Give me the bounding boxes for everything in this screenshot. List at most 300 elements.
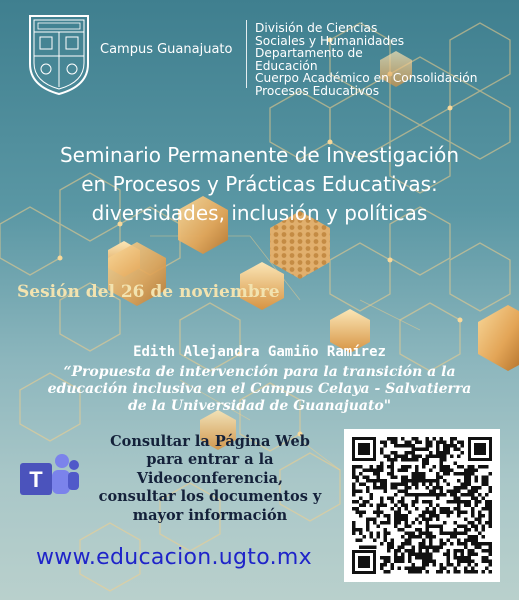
qr-module	[471, 514, 475, 518]
qr-module	[429, 479, 433, 483]
qr-module	[352, 472, 356, 476]
qr-module	[422, 567, 426, 571]
qr-module	[461, 486, 465, 490]
qr-module	[475, 528, 479, 532]
qr-module	[478, 521, 482, 525]
qr-module	[380, 497, 384, 501]
qr-module	[415, 497, 419, 501]
qr-module	[373, 472, 377, 476]
qr-module	[408, 549, 412, 553]
qr-finder-top-left	[352, 437, 376, 461]
qr-module	[422, 563, 426, 567]
qr-module	[384, 528, 388, 532]
qr-module	[419, 535, 423, 539]
qr-module	[464, 570, 468, 574]
qr-module	[394, 493, 398, 497]
consult-line: mayor información	[132, 506, 288, 524]
qr-module	[468, 504, 472, 508]
qr-module	[398, 556, 402, 560]
qr-module	[370, 465, 374, 469]
qr-module	[370, 504, 374, 508]
qr-module	[471, 553, 475, 557]
qr-module	[422, 514, 426, 518]
qr-module	[405, 521, 409, 525]
qr-module	[485, 504, 489, 508]
qr-module	[391, 539, 395, 543]
qr-module	[475, 479, 479, 483]
microsoft-teams-icon	[18, 452, 80, 504]
qr-module	[384, 563, 388, 567]
qr-module	[440, 570, 444, 574]
qr-module	[457, 455, 461, 459]
qr-module	[454, 493, 458, 497]
qr-module	[436, 546, 440, 550]
qr-module	[359, 514, 363, 518]
qr-module	[464, 504, 468, 508]
qr-module	[457, 465, 461, 469]
qr-module	[489, 514, 493, 518]
qr-module	[356, 490, 360, 494]
qr-module	[447, 507, 451, 511]
qr-module	[426, 437, 430, 441]
qr-module	[464, 472, 468, 476]
qr-module	[363, 546, 367, 550]
qr-module	[485, 567, 489, 571]
qr-module	[405, 483, 409, 487]
qr-module	[440, 465, 444, 469]
consult-line: para entrar a la	[146, 451, 274, 469]
qr-module	[415, 441, 419, 445]
qr-module	[447, 490, 451, 494]
qr-module	[485, 549, 489, 553]
qr-module	[454, 521, 458, 525]
qr-module	[394, 437, 398, 441]
speaker-name: Edith Alejandra Gamiño Ramírez	[133, 344, 386, 360]
qr-module	[391, 469, 395, 473]
qr-module	[489, 546, 493, 550]
qr-module	[380, 567, 384, 571]
qr-module	[422, 483, 426, 487]
qr-module	[405, 486, 409, 490]
qr-module	[366, 521, 370, 525]
qr-module	[468, 563, 472, 567]
talk-line: educación inclusiva en el Campus Celaya - Salvatierra	[47, 381, 472, 397]
qr-module	[436, 549, 440, 553]
qr-module	[366, 479, 370, 483]
qr-module	[422, 556, 426, 560]
qr-module	[366, 476, 370, 480]
qr-module	[468, 483, 472, 487]
qr-module	[422, 462, 426, 466]
qr-module	[366, 500, 370, 504]
qr-module	[401, 528, 405, 532]
qr-module	[485, 493, 489, 497]
qr-module	[391, 451, 395, 455]
qr-module	[391, 507, 395, 511]
qr-module	[356, 511, 360, 515]
qr-finder-top-right	[468, 437, 492, 461]
qr-module	[454, 497, 458, 501]
qr-module	[475, 539, 479, 543]
qr-module	[436, 525, 440, 529]
qr-module	[468, 521, 472, 525]
qr-module	[422, 500, 426, 504]
qr-module	[489, 486, 493, 490]
qr-module	[426, 462, 430, 466]
qr-module	[440, 476, 444, 480]
qr-module	[450, 444, 454, 448]
qr-module	[356, 465, 360, 469]
qr-module	[370, 469, 374, 473]
qr-module	[440, 490, 444, 494]
qr-module	[356, 539, 360, 543]
qr-module	[352, 490, 356, 494]
qr-module	[433, 490, 437, 494]
qr-module	[440, 441, 444, 445]
division-line: Cuerpo Académico en Consolidación	[255, 71, 478, 86]
qr-module	[450, 535, 454, 539]
qr-module	[359, 504, 363, 508]
qr-module	[380, 563, 384, 567]
qr-module	[436, 497, 440, 501]
qr-module	[489, 549, 493, 553]
qr-module	[475, 542, 479, 546]
qr-module	[468, 539, 472, 543]
qr-module	[440, 455, 444, 459]
qr-module	[482, 483, 486, 487]
qr-module	[471, 493, 475, 497]
qr-module	[482, 549, 486, 553]
qr-module	[419, 476, 423, 480]
qr-module	[377, 511, 381, 515]
qr-module	[475, 570, 479, 574]
qr-module	[464, 486, 468, 490]
qr-module	[461, 472, 465, 476]
qr-module	[485, 500, 489, 504]
qr-module	[412, 444, 416, 448]
qr-module	[370, 546, 374, 550]
qr-module	[394, 504, 398, 508]
qr-module	[408, 465, 412, 469]
qr-module	[405, 525, 409, 529]
qr-module	[408, 486, 412, 490]
qr-module	[419, 441, 423, 445]
qr-module	[366, 490, 370, 494]
qr-module	[394, 441, 398, 445]
qr-module	[447, 539, 451, 543]
qr-module	[471, 469, 475, 473]
qr-module	[373, 483, 377, 487]
qr-module	[450, 532, 454, 536]
qr-module	[412, 546, 416, 550]
qr-module	[352, 532, 356, 536]
qr-module	[440, 469, 444, 473]
qr-module	[443, 479, 447, 483]
qr-module	[412, 483, 416, 487]
qr-module	[468, 469, 472, 473]
qr-module	[352, 469, 356, 473]
consult-line: consultar los documentos y	[98, 488, 322, 506]
qr-module	[380, 465, 384, 469]
qr-module	[450, 441, 454, 445]
qr-module	[401, 497, 405, 501]
qr-module	[419, 521, 423, 525]
qr-module	[433, 514, 437, 518]
qr-module	[468, 556, 472, 560]
qr-module	[461, 500, 465, 504]
qr-module	[401, 455, 405, 459]
qr-module	[443, 441, 447, 445]
qr-module	[408, 479, 412, 483]
qr-module	[401, 444, 405, 448]
qr-module	[464, 567, 468, 571]
qr-module	[384, 570, 388, 574]
qr-module	[457, 472, 461, 476]
division-line: División de Ciencias	[255, 21, 378, 35]
qr-module	[419, 570, 423, 574]
qr-module	[443, 553, 447, 557]
qr-module	[471, 511, 475, 515]
qr-module	[419, 549, 423, 553]
qr-module	[433, 525, 437, 529]
qr-module	[454, 528, 458, 532]
qr-module	[359, 532, 363, 536]
qr-module	[450, 455, 454, 459]
qr-module	[370, 497, 374, 501]
qr-module	[384, 455, 388, 459]
qr-module	[426, 560, 430, 564]
qr-module	[422, 458, 426, 462]
qr-module	[440, 458, 444, 462]
qr-module	[391, 476, 395, 480]
qr-module	[429, 493, 433, 497]
qr-module	[405, 507, 409, 511]
qr-module	[468, 476, 472, 480]
qr-module	[359, 497, 363, 501]
qr-module	[489, 553, 493, 557]
qr-module	[489, 504, 493, 508]
qr-module	[352, 525, 356, 529]
qr-module	[475, 535, 479, 539]
qr-finder-bottom-left	[352, 550, 376, 574]
qr-module	[429, 500, 433, 504]
qr-module	[429, 444, 433, 448]
qr-code[interactable]	[344, 429, 500, 582]
qr-module	[380, 479, 384, 483]
qr-module	[359, 490, 363, 494]
qr-module	[489, 560, 493, 564]
qr-module	[454, 444, 458, 448]
qr-module	[471, 507, 475, 511]
qr-module	[489, 490, 493, 494]
qr-module	[471, 549, 475, 553]
qr-module	[426, 525, 430, 529]
qr-module	[380, 483, 384, 487]
qr-module	[475, 553, 479, 557]
qr-module	[454, 532, 458, 536]
qr-module	[440, 462, 444, 466]
qr-module	[426, 528, 430, 532]
qr-module	[471, 490, 475, 494]
qr-module	[447, 451, 451, 455]
qr-module	[447, 553, 451, 557]
qr-module	[457, 549, 461, 553]
qr-module	[412, 500, 416, 504]
qr-module	[387, 437, 391, 441]
talk-line: “Propuesta de intervención para la transición a la	[63, 364, 456, 380]
qr-module	[426, 549, 430, 553]
qr-module	[401, 542, 405, 546]
qr-module	[429, 525, 433, 529]
qr-module	[363, 511, 367, 515]
campus-name: Campus Guanajuato	[100, 42, 233, 57]
qr-module	[426, 493, 430, 497]
qr-module	[440, 563, 444, 567]
division-line: Sociales y Humanidades	[255, 33, 405, 48]
qr-module	[454, 549, 458, 553]
qr-module	[401, 490, 405, 494]
qr-module	[457, 532, 461, 536]
qr-module	[485, 556, 489, 560]
qr-module	[436, 518, 440, 522]
qr-module	[471, 465, 475, 469]
qr-module	[419, 542, 423, 546]
qr-module	[401, 469, 405, 473]
qr-module	[440, 511, 444, 515]
qr-module	[471, 542, 475, 546]
qr-module	[405, 490, 409, 494]
qr-module	[394, 525, 398, 529]
qr-module	[468, 528, 472, 532]
qr-module	[475, 469, 479, 473]
qr-module	[447, 472, 451, 476]
qr-module	[384, 441, 388, 445]
qr-module	[447, 483, 451, 487]
qr-module	[429, 546, 433, 550]
qr-module	[380, 462, 384, 466]
qr-module	[475, 504, 479, 508]
qr-module	[436, 570, 440, 574]
qr-module	[405, 458, 409, 462]
qr-module	[415, 528, 419, 532]
qr-module	[440, 486, 444, 490]
qr-module	[356, 479, 360, 483]
qr-module	[464, 542, 468, 546]
qr-module	[478, 493, 482, 497]
qr-module	[464, 556, 468, 560]
qr-module	[429, 504, 433, 508]
qr-module	[429, 441, 433, 445]
qr-module	[408, 511, 412, 515]
qr-module	[485, 465, 489, 469]
qr-module	[475, 486, 479, 490]
qr-module	[401, 465, 405, 469]
qr-module	[359, 539, 363, 543]
qr-module	[426, 448, 430, 452]
qr-module	[373, 486, 377, 490]
qr-module	[387, 458, 391, 462]
qr-module	[415, 507, 419, 511]
qr-module	[440, 493, 444, 497]
qr-module	[384, 560, 388, 564]
qr-module	[485, 521, 489, 525]
qr-module	[471, 472, 475, 476]
qr-module	[482, 514, 486, 518]
qr-module	[457, 504, 461, 508]
qr-module	[415, 472, 419, 476]
qr-module	[405, 444, 409, 448]
qr-module	[429, 518, 433, 522]
division-line: Educación	[255, 58, 318, 73]
website-link[interactable]: www.educacion.ugto.mx	[36, 545, 312, 570]
qr-module	[415, 553, 419, 557]
qr-module	[436, 472, 440, 476]
qr-module	[398, 500, 402, 504]
qr-module	[419, 567, 423, 571]
qr-module	[464, 525, 468, 529]
qr-module	[363, 500, 367, 504]
qr-module	[471, 560, 475, 564]
qr-module	[436, 504, 440, 508]
qr-module	[387, 514, 391, 518]
qr-module	[405, 539, 409, 543]
qr-module	[426, 570, 430, 574]
qr-module	[412, 437, 416, 441]
qr-module	[377, 507, 381, 511]
qr-module	[475, 563, 479, 567]
qr-module	[408, 535, 412, 539]
division-line: Procesos Educativos	[255, 83, 380, 98]
qr-module	[433, 455, 437, 459]
qr-module	[454, 570, 458, 574]
qr-module	[429, 483, 433, 487]
qr-module	[391, 546, 395, 550]
qr-module	[436, 444, 440, 448]
qr-module	[433, 549, 437, 553]
qr-module	[370, 493, 374, 497]
qr-module	[447, 532, 451, 536]
qr-module	[478, 486, 482, 490]
qr-module	[401, 504, 405, 508]
header-divider	[246, 20, 247, 88]
qr-module	[380, 511, 384, 515]
qr-module	[394, 458, 398, 462]
qr-module	[461, 549, 465, 553]
qr-module	[429, 455, 433, 459]
qr-module	[482, 560, 486, 564]
qr-module	[401, 479, 405, 483]
qr-module	[398, 511, 402, 515]
qr-module	[373, 518, 377, 522]
qr-module	[394, 556, 398, 560]
qr-module	[447, 563, 451, 567]
qr-module	[426, 518, 430, 522]
qr-module	[405, 465, 409, 469]
qr-module	[387, 560, 391, 564]
university-crest-icon	[26, 12, 92, 96]
qr-module	[457, 539, 461, 543]
qr-module	[398, 507, 402, 511]
qr-module	[433, 511, 437, 515]
qr-module	[485, 483, 489, 487]
qr-module	[443, 532, 447, 536]
qr-module	[384, 486, 388, 490]
qr-module	[478, 514, 482, 518]
qr-module	[363, 483, 367, 487]
qr-module	[387, 472, 391, 476]
qr-module	[426, 458, 430, 462]
qr-module	[366, 528, 370, 532]
